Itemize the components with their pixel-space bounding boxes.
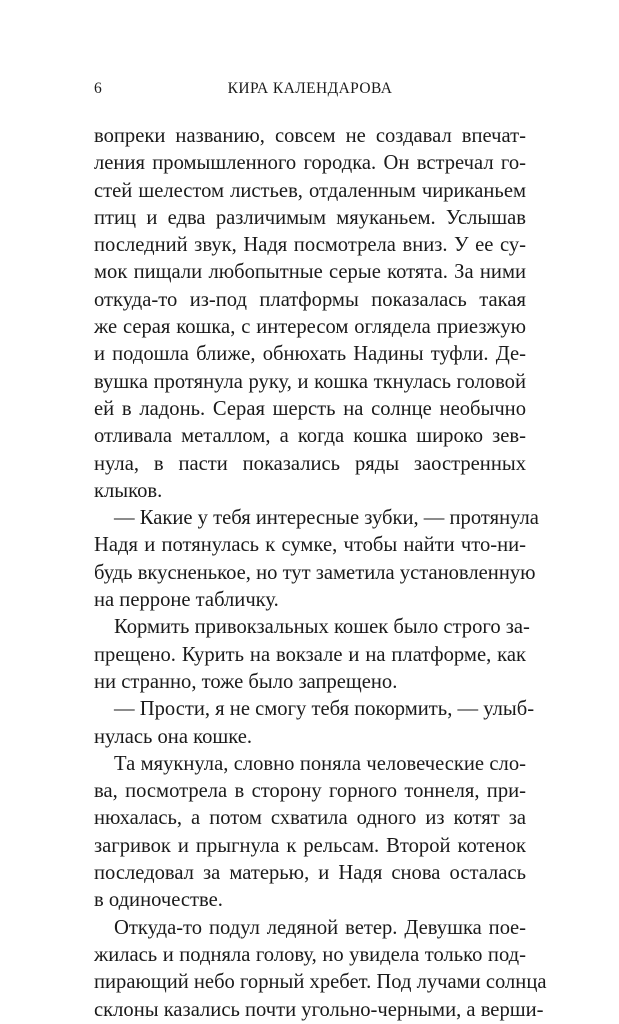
paragraph (94, 123, 526, 505)
text-line: ей в ладонь. Серая шерсть на солнце необычно (94, 397, 526, 420)
text-line: в одиночестве. (94, 889, 223, 912)
text-line: нула, в пасти показались ряды заостренных (94, 452, 526, 475)
text-line: — Какие у тебя интересные зубки, — протянула (114, 507, 539, 530)
paragraph (94, 614, 530, 696)
text-line: на перроне табличку. (94, 589, 279, 612)
text-line: прещено. Курить на вокзале и на платформе, как (94, 643, 526, 666)
text-line: вушка протянула руку, и кошка ткнулась головой (94, 370, 526, 393)
text-line: загривок и прыгнула к рельсам. Второй котенок (94, 834, 526, 857)
text-line: ни странно, тоже было запрещено. (94, 670, 398, 693)
text-line: последний звук, Надя посмотрела вниз. У ее су- (94, 234, 526, 257)
running-head (94, 80, 526, 102)
text-line: вопреки названию, совсем не создавал впечат- (94, 125, 526, 147)
text-line: мок пищали любопытные серые котята. За ними (94, 261, 526, 284)
text-line: же серая кошка, с интересом оглядела приезжую (94, 316, 526, 339)
text-line: откуда-то из-под платформы показалась такая (94, 288, 526, 311)
text-line: пирающий небо горный хребет. Под лучами солнца (94, 971, 547, 994)
text-line: ления промышленного городка. Он встречал го- (94, 152, 526, 175)
text-line: склоны казались почти угольно-черными, а верши- (94, 998, 544, 1021)
page-number: 6 (94, 80, 103, 97)
text-line: отливала металлом, а когда кошка широко зев- (94, 425, 526, 448)
text-line: ва, посмотрела в сторону горного тоннеля, при- (94, 780, 526, 803)
text-line: стей шелестом листьев, отдаленным чириканьем (94, 179, 526, 202)
body-text (94, 123, 547, 1024)
text-line: птиц и едва различимым мяуканьем. Услышав (94, 206, 526, 229)
book-author: КИРА КАЛЕНДАРОВА (227, 80, 393, 97)
text-line: — Прости, я не смогу тебя покормить, — улыб- (114, 698, 535, 721)
text-line: и подошла ближе, обнюхать Надины туфли. Де- (94, 343, 526, 366)
text-line: Та мяукнула, словно поняла человеческие сло- (114, 752, 526, 775)
text-line: нулась она кошке. (94, 725, 253, 748)
text-line: Кормить привокзальных кошек было строго за- (114, 616, 530, 639)
text-line: Откуда-то подул ледяной ветер. Девушка поe- (114, 916, 526, 939)
paragraph (94, 696, 535, 751)
text-line: последовал за матерью, и Надя снова осталась (94, 862, 526, 885)
text-line: будь вкусненькое, но тут заметила установленную (94, 561, 536, 584)
text-line: нюхалась, а потом схватила одного из котят за (94, 807, 526, 830)
text-line: жилась и подняла голову, но увидела только под- (94, 943, 526, 966)
paragraph (94, 915, 547, 1024)
paragraph (94, 505, 539, 614)
paragraph (94, 751, 526, 915)
text-line: клыков. (94, 479, 163, 502)
text-line: Надя и потянулась к сумке, чтобы найти что-ни- (94, 534, 526, 557)
